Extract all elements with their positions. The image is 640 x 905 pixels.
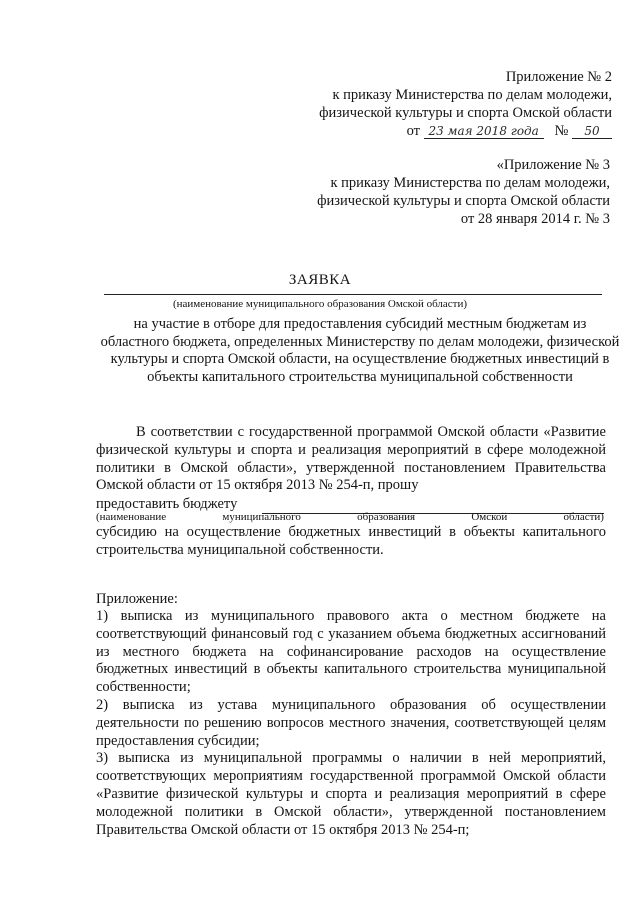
caption2-word4: Омской: [471, 511, 508, 523]
intro-paragraph: В соответствии с государственной программой Омской области «Развитие физической культуры и спорта и реализация мероприятий в сфере молодежной политики в Омской области», утвержденной постановлением Правительства Омской области от 15 октября 2013 № 254-п, прошу: [96, 424, 606, 494]
annex3-title: «Приложение № 3: [496, 157, 610, 173]
municipality-caption: (наименование муниципального образования Омской области): [172, 298, 468, 310]
caption2-word5: области): [563, 511, 604, 523]
annex3-line3: физической культуры и спорта Омской области: [317, 193, 610, 209]
document-title: ЗАЯВКА: [288, 272, 352, 288]
caption2-word3: образования: [357, 511, 416, 523]
annex2-line3: физической культуры и спорта Омской области: [319, 105, 612, 121]
annex2-number-label: №: [554, 123, 569, 139]
annex2-title: Приложение № 2: [505, 69, 612, 85]
subsidy-paragraph: субсидию на осуществление бюджетных инвестиций в объекты капитального строительства муниципальной собственности.: [96, 524, 606, 558]
annex-list-heading: Приложение:: [96, 591, 178, 607]
municipality-caption-2: [96, 511, 604, 523]
annex2-line2: к приказу Министерства по делам молодежи,: [332, 87, 612, 103]
list-item: 2) выписка из устава муниципального образования об осуществлении деятельности по решению вопросов местного значения, соответствующей целям предоставления субсидии;: [96, 696, 606, 749]
annex2-header: [319, 68, 612, 140]
annex2-from-label: от: [406, 123, 421, 139]
list-item: 1) выписка из муниципального правового акта о местном бюджете на соответствующий финансовый год с указанием объема бюджетных ассигнований из местного бюджета на софинансирование расходов на осуществление бюджетных инвестиций в объекты капитального строительства муниципальной собственности;: [96, 608, 606, 696]
annex2-date-row: [319, 122, 612, 140]
annex-items-list: [96, 608, 606, 839]
municipality-fill-line: [104, 294, 602, 295]
list-item: 3) выписка из муниципальной программы о наличии в ней мероприятий, соответствующих мероприятиям государственной программой Омской области «Развитие физической культуры и спорта и реализация мероприятий в сфере молодежной политики в Омской области», утвержденной постановлением Правительства Омской области от 15 октября 2013 № 254-п;: [96, 750, 606, 838]
budget-line: предоставить бюджету: [96, 496, 238, 512]
handwritten-date: 23 мая 2018 года: [424, 124, 544, 139]
annex3-header: [317, 156, 610, 228]
annex3-line2: к приказу Министерства по делам молодежи,: [330, 175, 610, 191]
caption2-word1: (наименование: [96, 511, 167, 523]
annex3-line4: от 28 января 2014 г. № 3: [460, 211, 610, 227]
purpose-paragraph: на участие в отборе для предоставления субсидий местным бюджетам из областного бюджета, определенных Министерству по делам молодежи, физической культуры и спорта Омской области, на осуществление бюджетных инвестиций в объекты капитального строительства муниципальной собственности: [100, 316, 620, 385]
caption2-word2: муниципального: [222, 511, 301, 523]
handwritten-number: 50: [572, 124, 612, 139]
